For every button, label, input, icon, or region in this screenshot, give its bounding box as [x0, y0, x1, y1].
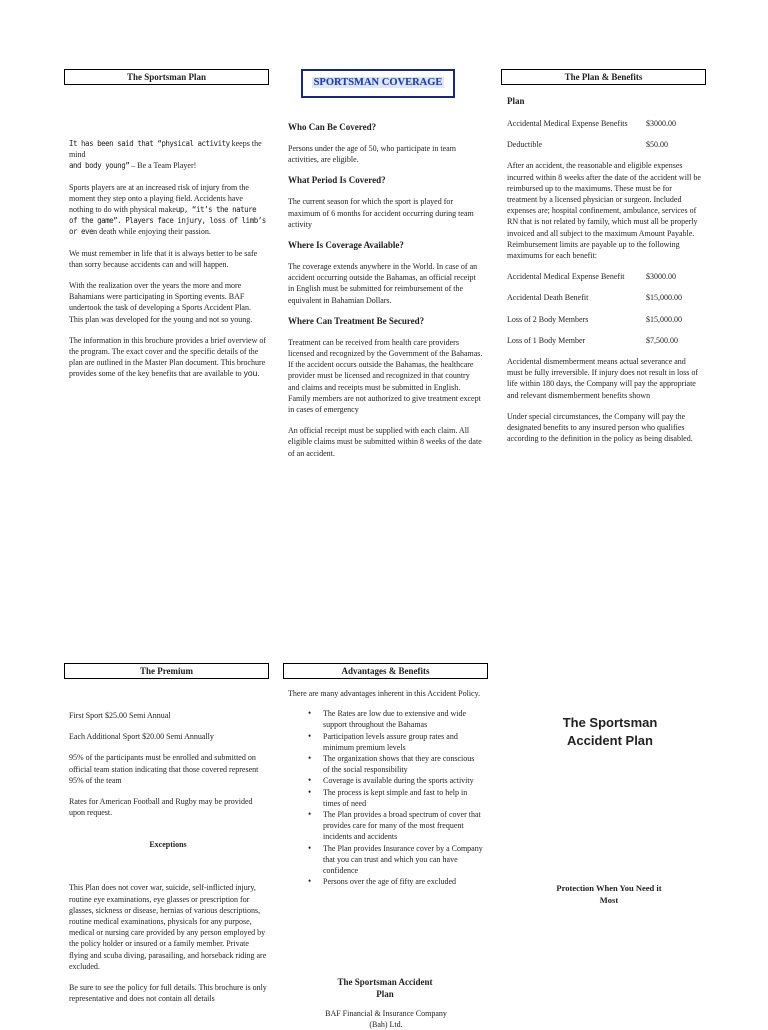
- overview-text: The information in this brochure provides a brief overview of the program. The exact cover and the specific details of the plan are outlined in the Master Plan document. This brochure provides some of the key benefits that are available to: [69, 335, 267, 379]
- risk-paragraph: [69, 182, 267, 238]
- advantages-intro: There are many advantages inherent in this Accident Policy.: [288, 689, 481, 698]
- quote-text-1: keeps the mind: [69, 139, 262, 160]
- list-item: • Participation levels assure group rates and minimum premium levels: [288, 731, 483, 753]
- answer-receipt: An official receipt must be supplied with each claim. All eligible claims must be submitted within 8 weeks of the date of an accident.: [288, 426, 482, 458]
- question-treatment: Where Can Treatment Be Secured?: [288, 315, 425, 326]
- cover-title: The Sportsman Accident Plan: [562, 715, 658, 748]
- disability-paragraph: Under special circumstances, the Company will pay the designated benefits to any insured person who qualifies according to the definition in the policy as being disabled.: [507, 411, 693, 444]
- sportsman-coverage-title: [301, 69, 455, 98]
- list-item: • The Plan provides Insurance cover by a Company that you can trust and which you can have confidence: [288, 843, 483, 877]
- advantages-list: [288, 708, 483, 887]
- benefit-row: [507, 118, 702, 129]
- exceptions-paragraph: This Plan does not cover war, suicide, self-inflicted injury, routine eye examinations, eye glasses or prescription for glasses, sickness or disease, hernias of various descriptions, routine medical examinations, physicals for any purpose, medical or nursing care provided by any person employed by the policy holder or insured or a family member. Private flying and scuba diving, parasailing, and horseback riding are excluded.: [69, 883, 267, 971]
- answer-treatment: Treatment can be received from health care providers licensed and recognized by the Government of the Bahamas. If the accident occurs outside the Bahamas, the healthcare provider must be licensed and recognized in that country and claims and receipts must be submitted in English. Family members are not authorized to give treatment except in cases of emergency: [288, 337, 483, 415]
- maximum-row: [507, 314, 702, 325]
- benefit-row: [507, 139, 702, 150]
- sportsman-plan-column: [69, 138, 267, 380]
- quote-text-2: – Be a Team Player!: [129, 161, 197, 171]
- maximum-label: Loss of 1 Body Member: [507, 335, 586, 345]
- tagline-text: Protection When You Need it Most: [556, 883, 662, 905]
- list-item: • Coverage is available during the sports activity: [288, 775, 483, 786]
- list-item: • Persons over the age of fifty are excluded: [288, 876, 483, 887]
- realization-paragraph: With the realization over the years the more and more Bahamians were participating in Sporting events. BAF undertook the task of developing a Sports Accident Plan. This plan was developed for the young and not so young.: [69, 281, 253, 324]
- answer-who: Persons under the age of 50, who participate in team activities, are eligible.: [288, 144, 456, 165]
- benefit-value: $3000.00: [646, 119, 676, 128]
- advantages-header: Advantages & Benefits: [283, 663, 488, 679]
- premium-column: [69, 710, 267, 1004]
- risk-text-2: n death while enjoying their passion.: [93, 227, 211, 237]
- benefit-label: Deductible: [507, 140, 543, 150]
- maximum-value: $15,000.00: [646, 293, 682, 303]
- plan-benefits-column: [507, 95, 702, 444]
- maximum-row: [507, 335, 702, 346]
- cover-panel: [540, 714, 680, 750]
- exceptions-heading: Exceptions: [149, 840, 187, 850]
- sportsman-coverage-title-text: SPORTSMAN COVERAGE: [313, 77, 443, 88]
- company-name: BAF Financial & Insurance Company (Bah) Ltd.: [325, 1009, 447, 1030]
- answer-where: The coverage extends anywhere in the World. In case of an accident occurring outside the Bahamas, an official receipt in English must be submitted for reimbursement of the equivalent in Bahamian Dollars.: [288, 262, 478, 305]
- quote-handwritten-2: and body young”: [69, 161, 130, 171]
- accident-plan-title: The Sportsman Accident Plan: [337, 977, 433, 999]
- question-where: Where Is Coverage Available?: [288, 240, 404, 251]
- list-item: • The Plan provides a broad spectrum of cover that provides care for many of the most frequent incidents and accidents: [288, 809, 483, 843]
- cover-tagline: [548, 883, 670, 906]
- maximum-label: Accidental Death Benefit: [507, 293, 589, 303]
- premium-first-sport: First Sport $25.00 Semi Annual: [69, 711, 171, 720]
- risk-text-1: Sports players are at an increased risk of injury from the moment they step onto a playing field. Accidents have nothing to do with physical make: [69, 182, 249, 215]
- advantages-column: [288, 688, 483, 1030]
- intro-quote: [69, 138, 267, 172]
- answer-period: The current season for which the sport is played for maximum of 6 months for accident occurring during team activity: [288, 197, 474, 229]
- policy-note: Be sure to see the policy for full details. This brochure is only representative and does not contain all details: [69, 983, 267, 1004]
- maximum-label: Accidental Medical Expense Benefit: [507, 272, 625, 282]
- overview-paragraph: [69, 335, 267, 380]
- sportsman-plan-header: The Sportsman Plan: [64, 69, 269, 85]
- question-who: Who Can Be Covered?: [288, 122, 377, 132]
- safe-paragraph: We must remember in life that it is always better to be safe than sorry because accidents can and will happen.: [69, 248, 258, 269]
- list-item: • The organization shows that they are conscious of the social responsibility: [288, 753, 483, 775]
- benefit-value: $50.00: [646, 140, 668, 150]
- plan-benefits-header: The Plan & Benefits: [501, 69, 706, 85]
- premium-participation: 95% of the participants must be enrolled and submitted on official team station indicating that those covered represent 95% of the team: [69, 753, 259, 785]
- list-item: • The process is kept simple and fast to help in times of need: [288, 787, 483, 809]
- maximum-value: $15,000.00: [646, 314, 682, 324]
- question-period: What Period Is Covered?: [288, 175, 386, 186]
- benefit-label: Accidental Medical Expense Benefits: [507, 119, 628, 128]
- premium-header: The Premium: [64, 663, 269, 679]
- maximum-row: [507, 271, 702, 282]
- maximum-value: $7,500.00: [646, 335, 678, 345]
- maximum-row: [507, 292, 702, 303]
- list-item: • The Rates are low due to extensive and wide support throughout the Bahamas: [288, 708, 483, 730]
- risk-handwritten: up, “it’s the nature of the game”. Players face injury, loss of limb’s or eve: [69, 205, 266, 237]
- reimbursement-paragraph: After an accident, the reasonable and eligible expenses incurred within 8 weeks after the date of the accident will be reimbursed up to the maximums. These must be for treatment by a licensed physician or surgeon. Included expenses are; hospital confinement, ambulance, services of RN that is not related by family, which must all be properly invoiced and all subject to the maximum Amount Payable. Reimbursement limits are payable up to the following maximums for each benefit:: [507, 161, 701, 261]
- overview-you: you.: [243, 368, 260, 379]
- premium-football-rugby: Rates for American Football and Rugby may be provided upon request.: [69, 797, 253, 818]
- coverage-column: [288, 121, 483, 459]
- plan-label: Plan: [507, 96, 525, 106]
- premium-additional-sport: Each Additional Sport $20.00 Semi Annually: [69, 732, 214, 742]
- maximum-value: $3000.00: [646, 272, 676, 282]
- maximum-label: Loss of 2 Body Members: [507, 314, 589, 324]
- dismemberment-paragraph: Accidental dismemberment means actual severance and must be fully irreversible. If injury does not result in loss of life within 180 days, the Company will pay the appropriate and relevant dismemberment benefits shown: [507, 357, 699, 400]
- quote-handwritten-1: It has been said that “physical activity: [69, 139, 230, 148]
